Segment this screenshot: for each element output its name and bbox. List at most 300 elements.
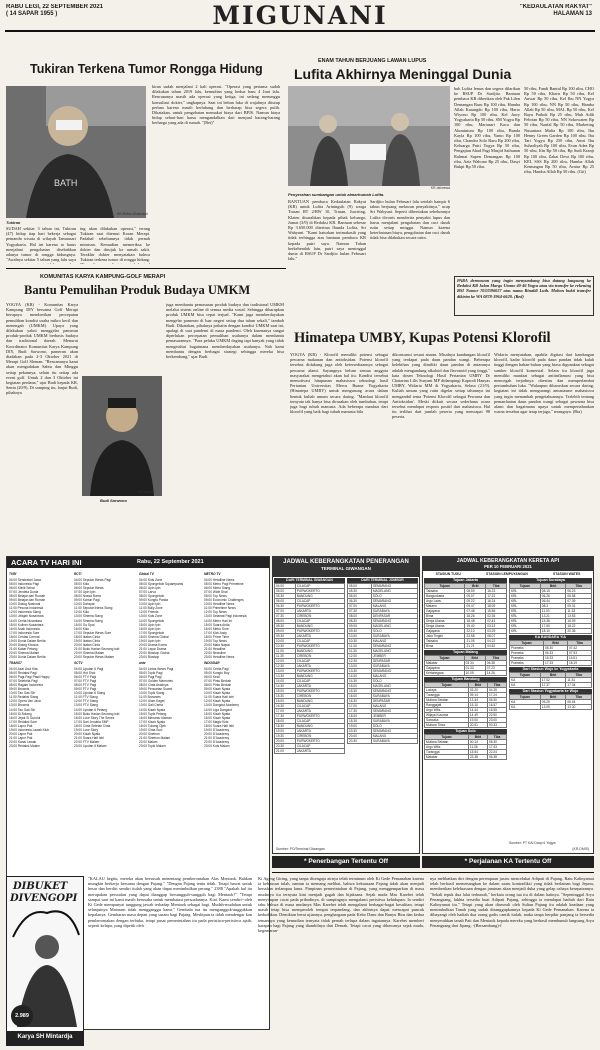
bus-cell: CIREBON — [295, 734, 344, 739]
tv-program: 14:00 Liputan 6 Petang — [74, 707, 107, 712]
train-cell: KRL — [510, 614, 541, 619]
bus-cell: MALANG — [371, 734, 417, 739]
train-table — [509, 583, 592, 634]
tv-program: 22:00 Newsline — [204, 650, 226, 655]
tukiran-photo-credit: KR-Retno Wulandari — [116, 212, 148, 216]
train-col-head: Brkt — [540, 673, 566, 678]
tv-program: 22:00 Sinema Malam — [74, 650, 105, 655]
tv-program: 08:00 Spongebob — [139, 594, 165, 599]
tv-program: 23:00 Liputan 6 Malam — [74, 743, 107, 748]
masthead-date — [6, 4, 136, 18]
himatepa-col3: Widarta menyatakan, apabila digitasi dari kandungan klorofil, kadar klorofil pada daun pandan tidak kalah tinggi dengan bahan-bahan yang biasa digunakan sebagai sumber klorofil komersial. Selain itu klorofil juga memiliki manfaat sebagai antiinflamasi yang bisa mencegah terjadinya obesitas dan memperlambat pertumbuhan luka. "Walaupun diharuskan secara daring, kegiatan ini tidak mengurangi antusiasme mahasiswa yang ingin menambah pengetahuannya. Terlebih tentang pemanfaatan daun pandan wangi sebagai pewarna bisa alami dan bagaimana upaya untuk mempertahankan warna tersebut agar tetap terjaga," terangnya. (Ria) — [494, 352, 594, 415]
train-cell: Sancaka — [425, 718, 469, 723]
train-cell: Lodaya — [425, 688, 469, 693]
train-cell: Gajayana — [425, 666, 465, 671]
train-cell: Gajayana — [425, 629, 465, 634]
train-cell: Taksaka — [425, 589, 465, 594]
tv-program: 23:00 Dunia Dalam Berita — [9, 654, 46, 659]
train-cell: 08.15 — [540, 589, 566, 594]
tv-program: 04:00 Lintas iNews Pagi — [139, 667, 174, 672]
train-cell: 16.09 — [566, 619, 592, 624]
station-wates: STASIUN WATES — [553, 572, 581, 576]
tv-program: 21:00 D'Academy — [204, 735, 230, 740]
bus-cell: 15.00 — [348, 684, 372, 689]
train-col-head: Tujuan — [425, 683, 469, 688]
train-cell: Ranggajati — [425, 703, 469, 708]
tv-program: 12:00 Kiko — [74, 610, 90, 615]
train-col-head: Brkt — [544, 641, 568, 646]
train-cell: 16.57 — [487, 703, 506, 708]
umkm-col2: juga membantu pemasaran produk budaya dan tradisional UMKM melalui sistem online di semua media sosial. Sehingga diharapkan produk UMKM bisa cepat terjual. "Kami juga memberdayakan mengelar pameran di luar negeri setiap dua tahun sekali," tambah Budi. Dikatakan, pihaknya prihatin dengan kondisi UMKM saat ini, apalagi di saat pandemi di masa pandemi. Oleh karenanya sangat diperlukan percepatan pemulihan usahanya dalam membantu pemasarannya. "Para pelaku UMKM daging tapi banyak yang tidak mengetahui bagaimana memberdayakan usahanya. Nah kami membantu dengan berbagai strategi sehingga mereka bisa berkembang," ujar Budi. — [166, 302, 284, 360]
train-row — [425, 609, 507, 614]
train-row — [425, 599, 507, 604]
bus-cell: CILACAP — [295, 639, 344, 644]
train-schedule-box — [422, 556, 594, 854]
bus-cell: CILACAP — [295, 679, 344, 684]
bus-cell: 07.30 — [348, 609, 372, 614]
lufita-caption: Penyerahan sumbangan untuk almarhumah Lufita. — [288, 192, 385, 197]
station-tugu: STASIUN TUGU — [435, 572, 461, 576]
train-cell: 21.05 — [465, 639, 486, 644]
bus-cell: 17.30 — [348, 709, 372, 714]
bus-cell: 10.30 — [275, 644, 296, 649]
train-cell: Jaka Tingkir — [425, 634, 465, 639]
bus-cell: 06.00 — [348, 594, 372, 599]
bus-cell: 13.00 — [275, 669, 296, 674]
train-cell: 09.47 — [465, 604, 486, 609]
tv-program: 05:00 Spongebob Squarepants — [139, 582, 184, 587]
bus-cell: SEMARANG — [371, 729, 417, 734]
tv-program: 06:00 Pagi-Pagi Pasti Happy — [9, 675, 50, 680]
bus-cell: 05.00 — [275, 589, 296, 594]
tv-program: 09:00 Kisah Nyata — [204, 687, 231, 692]
tv-program: 16:00 Menantu Idaman — [139, 715, 172, 720]
umkm-kicker: KOMUNITAS KARYA KAMPUNG-GOLF MERAPI — [40, 274, 166, 280]
bus-cell: MALANG — [371, 639, 417, 644]
lufita-col2: Sardjito bulan Februari lalu setelah hampir 6 tahun berjuang melawan penyakitnya," ucap Sri Wahyuni. Seperti diberitakan sebelumnya Lufita divonis menderita penyakit lupus dan harus menjalani pengobatan dan cuci darah rutin setiap minggu. Namun karena keterbatasan biaya, pengobatan dan cuci darah tidak bisa dilakukan secara rutin. — [370, 199, 450, 241]
train-cell: 09.22 — [465, 599, 486, 604]
train-cell: Wijaya Kusuma — [425, 713, 469, 718]
bus-cell: CIREBON — [295, 614, 344, 619]
newspaper-title: MIGUNANI — [212, 1, 388, 30]
bus-cell: MALANG — [371, 704, 417, 709]
tv-program: 21:00 Lapor Pak — [9, 735, 33, 740]
umkm-photo-credit: KR-Chaidir — [138, 490, 155, 494]
train-cell: Malabar — [425, 755, 469, 760]
page-number: HALAMAN 13 — [553, 11, 592, 17]
bus-cell: 10.30 — [348, 639, 372, 644]
episode-badge: 2.989 — [11, 1005, 33, 1027]
lufita-photo — [288, 86, 450, 186]
bus-cell: 09.00 — [275, 629, 296, 634]
train-cell: 18.19 — [568, 661, 592, 666]
train-cell: 05.25 — [540, 700, 566, 705]
tv-program: 15:00 Si Bolang — [9, 711, 32, 716]
tukiran-col2: ing akan dilakukan operasi," terang Tukiran saat ditemui Koran Merapi. Padahal sebelumnya tidak pernah mimisan. Kemudian memeriksa ke dokter dan dirujuk ke rumah sakit. Terakhir dokter menyatakan bahwa Tukiran terkena tumor di rongga hidung. — [80, 226, 150, 263]
tv-program: 09:00 Economic Challenges — [204, 598, 244, 603]
tv-program: 20:00 Drama Korea — [139, 642, 167, 647]
bus-cell: BANDUNG — [295, 674, 344, 679]
train-cell: 21.21 — [465, 644, 486, 649]
train-cell: 18.22 — [566, 624, 592, 629]
tv-program: 12:00 Friends — [139, 610, 159, 615]
tv-program: 21:00 Kabar Petang — [9, 646, 38, 651]
train-row — [425, 624, 507, 629]
tukiran-col1: SUDAH sekitar 3 tahun ini, Tukiran (47) hidup tiap hari bekerja sebagai pemandu wisata di wilayah Tamansari Yogyakarta. Hal ini karena ia harus menjalani pengobatan disebabkan adanya tumor di rongga hidungnya. "Awalnya sekitar 5 tahun yang lalu saya — [6, 226, 76, 263]
bus-cell: SOLO — [371, 679, 417, 684]
train-cell: KA — [510, 705, 541, 710]
tv-program: 07:00 Pintu Berkah — [204, 679, 232, 684]
bus-cell: MAGELANG — [371, 684, 417, 689]
train-col-head: Tiba — [487, 735, 506, 740]
train-code: (KR-DMIS) — [572, 847, 589, 851]
tv-program: 17:00 Spongebob — [139, 630, 165, 635]
svg-text:BATH: BATH — [54, 178, 78, 188]
tv-program: 10:00 Upin Ipin — [139, 602, 161, 607]
bus-cell: 05.30 — [348, 589, 372, 594]
train-row — [510, 661, 592, 666]
bus-cell: 16.00 — [275, 699, 296, 704]
tv-program: 20:00 D'Academy — [204, 731, 230, 736]
tv-column — [204, 570, 267, 748]
train-cell: 09.31 — [566, 604, 592, 609]
train-cell: 23.58 — [465, 634, 486, 639]
train-row — [425, 661, 507, 666]
tv-program: 14:00 Kisah Nyata — [139, 707, 166, 712]
bus-cell: 10.00 — [275, 639, 296, 644]
train-col-head: Tujuan — [425, 735, 469, 740]
bus-cell: PURWOKERTO — [295, 589, 344, 594]
train-cell: 19.00 — [468, 718, 487, 723]
train-cell: 07.53 — [568, 651, 592, 656]
bus-cell: 16.30 — [348, 699, 372, 704]
bus-cell: 16.00 — [348, 694, 372, 699]
tv-program: 23:00 Bioskop — [139, 654, 160, 659]
train-cell: 16.23 — [486, 589, 507, 594]
bus-row — [275, 749, 345, 754]
donation-handover-image — [288, 86, 450, 186]
train-cell: 06.30 — [487, 740, 506, 745]
train-col-head: Tiba — [566, 695, 592, 700]
bus-cell: 19.30 — [348, 729, 372, 734]
serial-title-line1: DIBUKET — [13, 881, 68, 892]
bus-cell: 11.00 — [348, 644, 372, 649]
train-cell: 07.48 — [465, 609, 486, 614]
bus-row — [348, 739, 418, 744]
bus-cell: JAKARTA — [295, 684, 344, 689]
tv-program: 18:00 Cerdas Cermat — [9, 634, 40, 639]
tv-program: 13:00 Jelajah Nusantara — [9, 614, 44, 619]
bus-cell: JAKARTA — [295, 749, 344, 754]
tv-program: 04:00 Seputar iNews Pagi — [74, 578, 111, 583]
tv-program: 19:00 Cinta Suci — [139, 727, 163, 732]
tv-program: 05:00 Kungfu Boy — [204, 671, 230, 676]
train-cell: 18.09 — [486, 604, 507, 609]
bus-cell: JEMBER — [371, 654, 417, 659]
train-cell: 14.26 — [485, 671, 506, 676]
train-title: JADWAL KEBERANGKATAN KERETA API — [456, 558, 560, 564]
train-cell: 08.3 — [540, 604, 566, 609]
train-cell: 11.33 — [566, 609, 592, 614]
bus-cell: SOLO — [371, 594, 417, 599]
train-cell: 20.51 — [468, 723, 487, 728]
train-cell: 04.52 — [486, 644, 507, 649]
bus-cell: 17.00 — [348, 704, 372, 709]
bus-cell: 12.30 — [348, 659, 372, 664]
train-cell: 23.00 — [487, 718, 506, 723]
tv-program: 23:00 Seputar iNews Malam — [74, 654, 115, 659]
train-col-head: Tiba — [487, 683, 506, 688]
bus-cell: SEMARANG — [371, 599, 417, 604]
train-section-header: KA BANDARA YIA — [509, 635, 592, 640]
tv-program: 05:00 Redaksi Pagi — [9, 671, 37, 676]
tv-program: 11:00 Suara Hati Istri — [204, 695, 234, 700]
bus-cell: 17.30 — [275, 714, 296, 719]
train-cell: KRL — [510, 599, 541, 604]
bus-cell: CILACAP — [295, 599, 344, 604]
bus-cell: SOLO — [371, 724, 417, 729]
bus-cell: 09.00 — [348, 624, 372, 629]
train-cell: 07.42 — [568, 646, 592, 651]
train-row — [425, 634, 507, 639]
bus-cell: SURABAYA — [371, 634, 417, 639]
serial-author: Karya SH Mintardja — [7, 1031, 83, 1045]
tv-program: 05:00 Indonesia Pagi — [9, 582, 39, 587]
tv-program: 09:00 Pencarian Suami — [139, 687, 173, 692]
train-cell: 06.26 — [540, 594, 566, 599]
tv-program: 21:00 Sinetron Malam — [139, 735, 171, 740]
tv-program: 05:00 Kiko — [74, 582, 90, 587]
tv-program: 11:00 Bolly Zone — [139, 606, 163, 611]
train-cell: Kertanegara — [425, 671, 465, 676]
bus-cell: DENPASAR — [371, 659, 417, 664]
tv-program: 13:00 Sinema Siang — [74, 614, 103, 619]
tv-program: 07:00 Selebrita Pagi — [9, 679, 38, 684]
tv-header: ACARA TV HARI INI — [11, 558, 82, 567]
train-row — [425, 723, 507, 728]
bus-cell: 06.30 — [275, 604, 296, 609]
train-cell: 18.48 — [465, 619, 486, 624]
train-row — [425, 639, 507, 644]
bus-cell: BANDUNG — [295, 724, 344, 729]
tv-program: 06:00 Seputar iNews — [74, 586, 104, 591]
tv-program: 21:00 Headline — [204, 646, 226, 651]
bus-cell: 18.30 — [348, 719, 372, 724]
bus-cell: 19.30 — [275, 734, 296, 739]
bus-cell: 18.00 — [275, 719, 296, 724]
bus-cell: 20.00 — [348, 734, 372, 739]
tv-header-bar — [7, 557, 269, 568]
train-cell: 14.51 — [568, 656, 592, 661]
tv-program: 12:00 Top News — [204, 610, 227, 615]
lufita-photo-credit: KR-Istimewa — [430, 186, 450, 190]
bus-cell: 20.30 — [348, 739, 372, 744]
tv-program: 17:00 Kisah Nyata — [139, 719, 166, 724]
tv-program: 20:00 Kisah Nyata — [74, 731, 101, 736]
bus-cell: 11.30 — [348, 649, 372, 654]
train-row — [510, 705, 592, 710]
tv-program: 14:00 Cerita Nusantara — [9, 618, 42, 623]
train-cell: Prameks — [510, 661, 544, 666]
train-cell: 13.44 — [468, 698, 487, 703]
tv-program: 18:00 Suara Hati Istri — [204, 723, 234, 728]
donation-note-box — [454, 276, 594, 316]
bus-cell: 16.30 — [275, 704, 296, 709]
train-cell: 15.54 — [468, 750, 487, 755]
tv-program: 16:00 Kisah Nyata — [204, 715, 231, 720]
tv-program: 16:00 Love Story The Series — [74, 715, 115, 720]
man-portrait-image — [6, 86, 146, 218]
train-col-head: Brkt — [468, 683, 487, 688]
train-cell: 00.14 — [468, 740, 487, 745]
tv-program: 19:00 Upin Ipin — [139, 638, 161, 643]
tv-channel-name: antv — [139, 660, 146, 665]
train-cell: 17.22 — [486, 594, 507, 599]
tv-program: 08:00 Belajar dari Rumah — [9, 594, 46, 599]
bus-cell: CILACAP — [295, 744, 344, 749]
tv-program: 07:00 Jendela Dunia — [9, 590, 39, 595]
tv-program: 04:00 Kids Zone — [139, 578, 163, 583]
serial-col1: "KALAU begitu, mereka akan bersusah menentang pemberontakan Alas Mentaok. Bahkan mungkin berkerja bersama dengan Pajang." "Dengan Pajang tentu tidak. Tetapi hasrat untuk besar dan berdiri sendiri itulah yang akan dapat menimbulkan perang." 2388 "Apakah hal itu merupakan persoalan yang dapat dianggap bersungguh-sungguh bagi Mentaok?" "Tetapi sampai saat ini kami masih berusaha untuk membatasi persoalannya. Kiai. Kami sendiri--oleh Ki Gede mempunyai tanggung jawab terhadap Mentaok sebagai bagi. Mudah-mudahan untuk selanjutnya Mataram tidak mengganggu kami." Gembala tua itu mengangguk-anggukkan kepalanya. Gembaran masa depan yang suram bagi Pajang. Meskipun ia tidak mendengar kan pemberontakan dengan terbuka, tetapi pusat pemerintahan itu pada peristiwa-peristiwa ajaib, seperti kelapa, yang dipetik oleh — [88, 876, 252, 928]
tv-program: 15:00 Kisah Nyata — [204, 711, 231, 716]
train-col-head: Brkt — [464, 656, 485, 661]
tv-column — [139, 570, 202, 748]
bus-cell: MALANG — [371, 674, 417, 679]
tv-program: 16:00 Anak Indonesia — [9, 626, 40, 631]
train-table — [424, 655, 507, 676]
train-section-header: Dari Stasiun Yogyakarta ke Wojo — [509, 689, 592, 694]
train-table — [509, 672, 592, 688]
train-col-head: Tiba — [566, 584, 592, 589]
tv-program: 17:00 Indonesia Sore — [9, 630, 40, 635]
train-cell: 11.51 — [566, 678, 592, 683]
umkm-col1: YOGYA (KR) - Komunitas Karya Kampung DIY bersama Golf Merapi berupaya memberikan percepatan pemulihan kondisi usaha mikro kecil dan menengah (UMKM). Upaya yang dilakukan yakni menggelar pameran produk-produk UMKM berbasis budaya dan tradisional daerah. Menurut Koordinator Komunitas Karya Kampung DIY, Budi Sarwono, pameran akan diadakan pada 2-3 Oktober 2021 di Merapi Golf Sleman. "Rencananya kami akan mengadakan Sabtu dan Minggu setiap pekannya, selain itu setiap ada event golf. Untuk 2 dan 3 Oktober ini kegiatan perdana," ujar Budi kepada KR, Senin (20/9). Di samping itu, lanjut Budi, pihaknya — [6, 302, 78, 396]
bus-cell: BANDUNG — [295, 594, 344, 599]
bus-cell: SEMARANG — [371, 709, 417, 714]
tv-program: 10:00 Dahsyat — [74, 602, 95, 607]
tv-program: 13:00 Kids Zone — [139, 614, 163, 619]
train-cell: Gajayana — [425, 609, 465, 614]
himatepa-col1: YOGYA (KR) - Klorofil memiliki potensi sebagai pewarna makanan dan antioksidan. Potensi klorofil tersebut didukung juga oleh ketersediaannya sebagai pewarna alami. Sayangnya belum semua anggota masyarakat mengetahui akan hal itu. Kondisi tersebut memotivasi himpunan mahasiswa teknologi hasil Pertanian Universitas Mercu Buana Yogyakarta (Himatepa UMBY) untuk mengusung acara dalam bentuk kuliah umum secara daring. "Manfaat klorofil ternyata tak hanya bisa dirasakan oleh tumbuhan, tetapi juga bagi tubuh manusia. Ada beberapa manfaat dari klorofil yang baik bagi tubuh manusia bila — [290, 352, 388, 415]
bus-cell: 20.30 — [275, 744, 296, 749]
train-col-head: Tiba — [568, 641, 592, 646]
train-cell: 18.10 — [540, 629, 566, 634]
train-cell: 15.10 — [468, 703, 487, 708]
train-cell: 22.10 — [465, 629, 486, 634]
bus-footer: * Penerbangan Tertentu Off — [272, 856, 420, 868]
train-cell: 06.44 — [540, 599, 566, 604]
train-cell: KA — [510, 700, 541, 705]
bus-cell: MAGELANG — [371, 589, 417, 594]
tv-column — [74, 570, 137, 748]
serial-col3: nya melibatkan diri dengan perempuan justru mencelakai Adipati di Pajang. Ratu Kalinyamat telah berhasil memenangkan ke dalam saatu kontradiksi yang tidak berlainan bagi Jepara, memberikan keleluasaan dengan jaminan akan menjadi duka yang gelap cahaya kesepatannya. "Sekali tepuk dua lalat terbunuh," berkata orang tua itu di dalam hatinya. "Sepeninggal Arya Penangsang, lakhta tersedia buat Adipati Pajang, sehingga ia mendapat hadiah dari Ratu Kalinyamat itu." Tetapi yang akan diseseali oleh Sultan Pajang itu adalah keadaan yang menimbulkan Tanah yang sudah disanggupkannya kepada Ki Gede Pemanahan. Karena ia dibayangi oleh hadiah dua orang gadis cantik itulah, maka tanpa berpikir panjang ia bersedia menyerahkan tanah Pati dan Mentaok kepada mereka yang berhasil membunuh langsung Arya Penangsang dari Jipang. -(Bersambung)-f — [430, 876, 594, 928]
bus-cell: CILACAP — [295, 704, 344, 709]
bus-cell: CIREBON — [295, 694, 344, 699]
train-col-head: Tujuan — [510, 641, 544, 646]
bus-cell: SOLO — [371, 629, 417, 634]
train-cell: Prameks — [510, 646, 544, 651]
tv-program: 12:00 Ulam Kaget — [139, 699, 165, 704]
train-section-header: Tujuan Bandung — [424, 677, 507, 682]
tv-program: 13:00 Dangdut Academy — [204, 703, 239, 708]
train-col-head: Brkt — [540, 695, 566, 700]
tv-program: 04:00 Liputan 6 Pagi — [74, 667, 104, 672]
train-cell: 06.38 — [487, 755, 506, 760]
train-cell: 02.43 — [486, 619, 507, 624]
train-cell: Bima — [425, 644, 465, 649]
bus-cell: 06.00 — [275, 599, 296, 604]
train-cell: KA — [510, 683, 541, 688]
train-row — [425, 619, 507, 624]
bus-cell: PURWOKERTO — [295, 739, 344, 744]
tv-program: 12:00 Indonesia Siang — [9, 610, 41, 615]
bus-cell: SEMARANG — [371, 644, 417, 649]
train-cell: 09.07 — [465, 594, 486, 599]
train-cell: 04.35 — [487, 688, 506, 693]
tv-program: 12:00 Kisah Nyata — [204, 699, 231, 704]
train-cell: 06.04 — [566, 700, 592, 705]
tv-program: 16:00 Upin Ipin — [139, 626, 161, 631]
bus-cell: CIREBON — [295, 654, 344, 659]
train-section-header: Tujuan Malang — [424, 650, 507, 655]
tv-program: 23:00 Headline News — [204, 654, 235, 659]
bus-cell: 12.00 — [275, 659, 296, 664]
tv-program: 22:00 Malam — [139, 739, 158, 744]
serial-rule — [272, 872, 594, 873]
tv-program: 07:00 Golden Memories — [139, 679, 174, 684]
bus-cell: PURWOKERTO — [295, 714, 344, 719]
train-col-head: Brkt — [465, 584, 486, 589]
train-cell: 14.49 — [468, 713, 487, 718]
tv-channel-name: Global TV — [139, 572, 154, 576]
train-cell: 18.26 — [465, 614, 486, 619]
tv-program: 22:00 Bioskop Global — [139, 650, 170, 655]
tv-program: 09:00 Brownis — [9, 687, 30, 692]
tv-program: 16:00 Metro Sore — [204, 626, 229, 631]
tv-program: 15:00 Upin Ipin — [139, 622, 161, 627]
bus-cell: 07.00 — [348, 604, 372, 609]
bus-cell: JAKARTA — [295, 609, 344, 614]
bus-cell: SEMARANG — [371, 619, 417, 624]
tv-program: 13:00 Selamat Pagi Indonesia — [204, 614, 247, 619]
train-row — [425, 604, 507, 609]
bus-cell: CILACAP — [295, 659, 344, 664]
tv-program: 13:00 FTV Siang — [74, 703, 98, 708]
train-cell: KRL — [510, 604, 541, 609]
train-cell: 09.14 — [468, 693, 487, 698]
section-rule — [6, 268, 286, 269]
train-cell: 13.53 — [566, 614, 592, 619]
train-row — [425, 589, 507, 594]
tv-program: 06:00 Upin Ipin — [139, 586, 161, 591]
tv-program: 09:00 Kungfu Panda — [139, 598, 169, 603]
tv-program: 19:00 Love Story — [74, 727, 99, 732]
slogan: "KEDAULATAN RAKYAT" — [519, 4, 592, 10]
tv-program: 18:00 Prime Time — [204, 634, 229, 639]
train-left-col — [424, 577, 507, 760]
train-col-head: Tujuan — [510, 695, 541, 700]
bus-cell: DENPASAR — [371, 614, 417, 619]
train-cell: Turangga — [425, 750, 469, 755]
tv-program: 04:00 Asal Usul Kita — [9, 667, 38, 672]
date-line: RABU LEGI, 22 SEPTEMBER 2021 — [6, 4, 104, 10]
bus-cell: CILACAP — [295, 584, 344, 589]
bus-cell: 11.30 — [275, 654, 296, 659]
tv-program: 11:00 Seputar iNews Siang — [74, 606, 113, 611]
train-subtitle: PER 10 FEBRUARI 2021 — [484, 564, 532, 569]
train-title-band — [423, 557, 593, 571]
train-cell: 20.36 — [566, 629, 592, 634]
